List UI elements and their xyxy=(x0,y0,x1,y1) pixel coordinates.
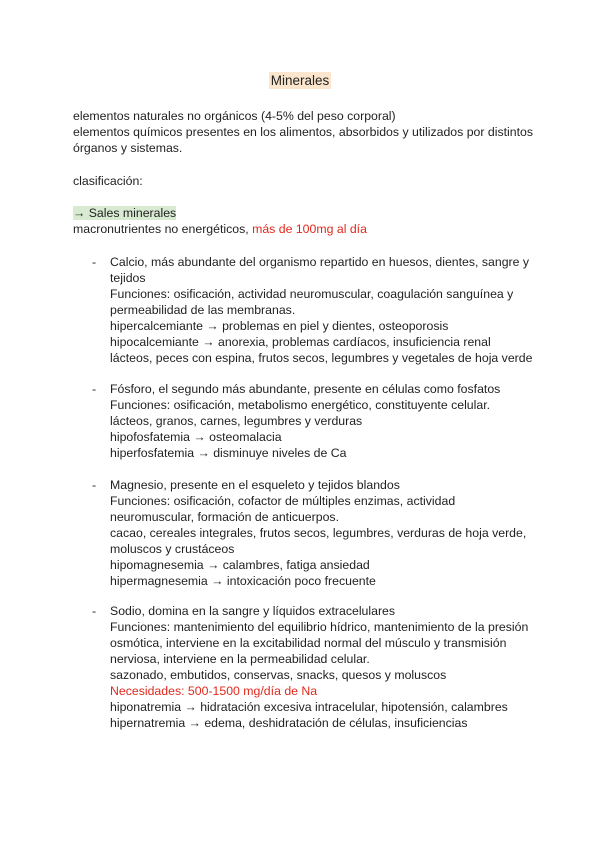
clasificacion-label: clasificación: xyxy=(73,174,143,188)
bullet-dash: - xyxy=(92,478,97,492)
item-line: Sodio, domina en la sangre y líquidos extracelulares xyxy=(110,604,396,618)
item-line: lácteos, granos, carnes, legumbres y verduras xyxy=(110,414,363,428)
item-line: hipercalcemiante → problemas en piel y dientes, osteoporosis xyxy=(110,319,449,333)
item-line: Funciones: osificación, metabolismo energético, constituyente celular. xyxy=(110,398,491,412)
list-item-fosforo xyxy=(73,381,540,461)
intro-line: elementos naturales no orgánicos (4-5% del peso corporal) xyxy=(73,109,396,123)
item-line: tejidos xyxy=(110,271,146,285)
clasificacion-label-block xyxy=(73,173,540,189)
section-subheading xyxy=(73,221,540,237)
item-line: permeabilidad de las membranas. xyxy=(110,303,296,317)
bullet-dash: - xyxy=(92,255,97,269)
section-sub-highlight: más de 100mg al día xyxy=(252,222,367,236)
item-line: hipofosfatemia → osteomalacia xyxy=(110,430,282,444)
intro-line: órganos y sistemas. xyxy=(73,141,183,155)
item-line: Calcio, más abundante del organismo repartido en huesos, dientes, sangre y xyxy=(110,255,530,269)
list-item-calcio xyxy=(73,254,540,366)
section-sub-prefix: macronutrientes no energéticos, xyxy=(73,222,253,236)
section-header xyxy=(73,205,540,237)
item-line-highlight: Necesidades: 500-1500 mg/día de Na xyxy=(110,684,318,698)
item-line: hiperfosfatemia → disminuye niveles de Ca xyxy=(110,446,347,460)
item-line: Funciones: mantenimiento del equilibrio hídrico, mantenimiento de la presión xyxy=(110,620,529,634)
section-heading: → Sales minerales xyxy=(73,206,177,220)
item-line: Funciones: osificación, actividad neuromuscular, coagulación sanguínea y xyxy=(110,287,514,301)
item-line: neuromuscular, formación de anticuerpos. xyxy=(110,510,339,524)
item-line: hipomagnesemia → calambres, fatiga ansiedad xyxy=(110,558,370,572)
item-line: Fósforo, el segundo más abundante, presente en células como fosfatos xyxy=(110,382,501,396)
item-line: sazonado, embutidos, conservas, snacks, quesos y moluscos xyxy=(110,668,447,682)
item-line: nerviosa, interviene en la permeabilidad celular. xyxy=(110,652,370,666)
title-row xyxy=(0,72,600,89)
item-line: lácteos, peces con espina, frutos secos, legumbres y vegetales de hoja verde xyxy=(110,351,533,365)
item-line: hiponatremia → hidratación excesiva intracelular, hipotensión, calambres xyxy=(110,700,508,714)
intro-line: elementos químicos presentes en los alimentos, absorbidos y utilizados por distintos xyxy=(73,125,534,139)
item-line: moluscos y crustáceos xyxy=(110,542,235,556)
item-line: Funciones: osificación, cofactor de múltiples enzimas, actividad xyxy=(110,494,456,508)
item-line: hipernatremia → edema, deshidratación de células, insuficiencias xyxy=(110,716,468,730)
intro-paragraph xyxy=(73,108,540,156)
item-line: hipocalcemiante → anorexia, problemas cardíacos, insuficiencia renal xyxy=(110,335,491,349)
item-line: Magnesio, presente en el esqueleto y tejidos blandos xyxy=(110,478,400,492)
list-item-sodio xyxy=(73,603,540,731)
bullet-dash: - xyxy=(92,604,97,618)
item-line: osmótica, interviene en la excitabilidad normal del músculo y transmisión xyxy=(110,636,507,650)
page-title: Minerales xyxy=(270,73,330,88)
bullet-dash: - xyxy=(92,382,97,396)
item-line: cacao, cereales integrales, frutos secos, legumbres, verduras de hoja verde, xyxy=(110,526,527,540)
list-item-magnesio xyxy=(73,477,540,589)
item-line: hipermagnesemia → intoxicación poco frecuente xyxy=(110,574,376,588)
